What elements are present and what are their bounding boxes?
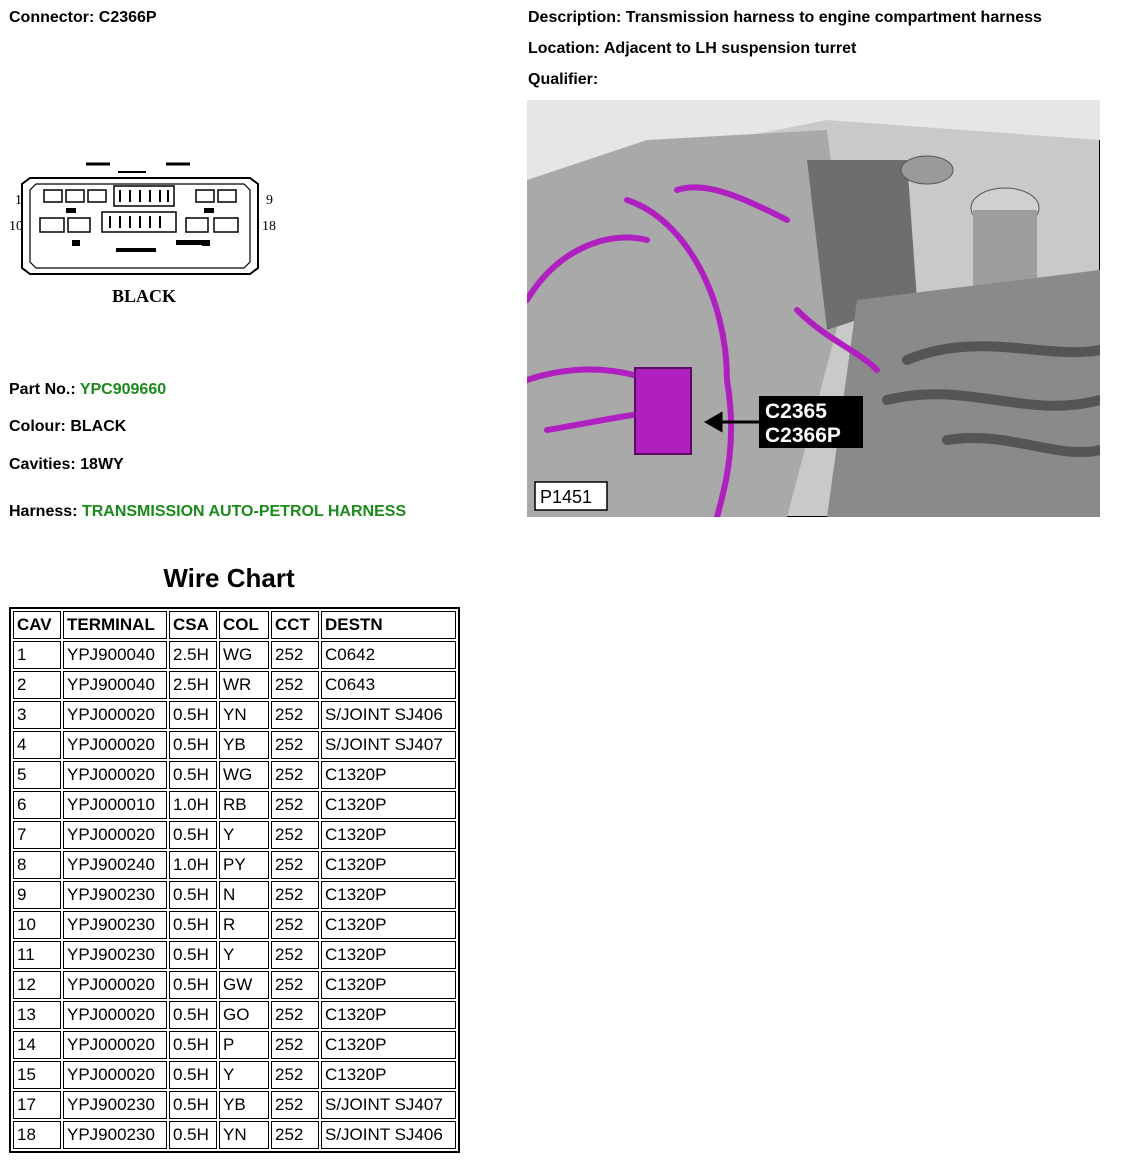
cell-col: N xyxy=(219,881,269,909)
cell-terminal: YPJ900230 xyxy=(63,911,167,939)
cell-cct: 252 xyxy=(271,791,319,819)
cell-cct: 252 xyxy=(271,911,319,939)
cell-col: YN xyxy=(219,1121,269,1149)
cell-destn: C1320P xyxy=(321,821,456,849)
cell-terminal: YPJ900230 xyxy=(63,1121,167,1149)
harness-label: Harness: xyxy=(9,503,78,520)
cell-cav: 4 xyxy=(13,731,61,759)
table-row xyxy=(13,761,456,789)
cell-col: P xyxy=(219,1031,269,1059)
cell-destn: C1320P xyxy=(321,971,456,999)
cell-destn: C0643 xyxy=(321,671,456,699)
pin-18-label: 18 xyxy=(262,219,276,234)
connector-field xyxy=(9,9,157,27)
pin-1-label: 1 xyxy=(15,193,22,208)
table-row xyxy=(13,671,456,699)
table-row xyxy=(13,1091,456,1119)
cell-destn: S/JOINT SJ406 xyxy=(321,1121,456,1149)
cell-terminal: YPJ000020 xyxy=(63,731,167,759)
cell-csa: 0.5H xyxy=(169,971,217,999)
cell-csa: 0.5H xyxy=(169,821,217,849)
cell-cav: 1 xyxy=(13,641,61,669)
cell-destn: C1320P xyxy=(321,1061,456,1089)
cell-cav: 2 xyxy=(13,671,61,699)
cell-cct: 252 xyxy=(271,1091,319,1119)
cell-destn: S/JOINT SJ407 xyxy=(321,1091,456,1119)
connector-colour-caption: BLACK xyxy=(112,286,177,306)
wire-chart-table xyxy=(9,607,460,1153)
callout-c2366p: C2366P xyxy=(765,424,841,447)
part-number-label: Part No.: xyxy=(9,381,76,398)
table-row xyxy=(13,941,456,969)
cell-col: R xyxy=(219,911,269,939)
part-number-field xyxy=(9,381,166,399)
cell-cct: 252 xyxy=(271,761,319,789)
cell-col: Y xyxy=(219,821,269,849)
cell-terminal: YPJ900240 xyxy=(63,851,167,879)
table-row xyxy=(13,911,456,939)
table-row xyxy=(13,1031,456,1059)
cell-destn: C1320P xyxy=(321,791,456,819)
cell-cav: 10 xyxy=(13,911,61,939)
figure-id: P1451 xyxy=(540,487,593,507)
cell-csa: 0.5H xyxy=(169,881,217,909)
table-row xyxy=(13,881,456,909)
cell-cav: 12 xyxy=(13,971,61,999)
cell-cav: 9 xyxy=(13,881,61,909)
location-field xyxy=(528,40,856,58)
harness-field xyxy=(9,503,406,521)
cell-destn: C1320P xyxy=(321,851,456,879)
pin-10-label: 10 xyxy=(9,219,23,234)
cell-cav: 15 xyxy=(13,1061,61,1089)
wire-chart-body xyxy=(13,641,456,1149)
header-col: COL xyxy=(219,611,269,639)
cell-destn: C1320P xyxy=(321,881,456,909)
cell-terminal: YPJ000020 xyxy=(63,1061,167,1089)
cell-csa: 0.5H xyxy=(169,911,217,939)
cell-destn: S/JOINT SJ406 xyxy=(321,701,456,729)
cell-cct: 252 xyxy=(271,881,319,909)
cell-cav: 14 xyxy=(13,1031,61,1059)
header-terminal: TERMINAL xyxy=(63,611,167,639)
cell-cav: 3 xyxy=(13,701,61,729)
callout-c2365: C2365 xyxy=(765,400,827,423)
cell-csa: 0.5H xyxy=(169,731,217,759)
cell-terminal: YPJ000020 xyxy=(63,821,167,849)
table-row xyxy=(13,731,456,759)
location-photo xyxy=(527,100,1100,517)
cell-destn: C1320P xyxy=(321,761,456,789)
location-label: Location: xyxy=(528,40,600,57)
cell-col: GW xyxy=(219,971,269,999)
part-number-value[interactable]: YPC909660 xyxy=(79,381,167,398)
table-row xyxy=(13,641,456,669)
cell-destn: C1320P xyxy=(321,1001,456,1029)
cell-cav: 7 xyxy=(13,821,61,849)
connector-value: C2366P xyxy=(98,9,157,26)
cell-csa: 0.5H xyxy=(169,1001,217,1029)
cell-destn: S/JOINT SJ407 xyxy=(321,731,456,759)
cell-csa: 0.5H xyxy=(169,761,217,789)
header-cct: CCT xyxy=(271,611,319,639)
location-value: Adjacent to LH suspension turret xyxy=(603,40,857,57)
cell-csa: 2.5H xyxy=(169,671,217,699)
pin-9-label: 9 xyxy=(266,193,273,208)
cell-cav: 6 xyxy=(13,791,61,819)
cell-terminal: YPJ000010 xyxy=(63,791,167,819)
cell-cct: 252 xyxy=(271,671,319,699)
cell-col: WG xyxy=(219,761,269,789)
cell-terminal: YPJ900040 xyxy=(63,641,167,669)
cell-cct: 252 xyxy=(271,1121,319,1149)
cell-csa: 0.5H xyxy=(169,941,217,969)
cavities-field xyxy=(9,456,124,474)
harness-value[interactable]: TRANSMISSION AUTO-PETROL HARNESS xyxy=(81,503,407,520)
cell-terminal: YPJ000020 xyxy=(63,971,167,999)
cell-cav: 8 xyxy=(13,851,61,879)
cell-col: Y xyxy=(219,941,269,969)
cavities-value: 18WY xyxy=(80,456,124,473)
cell-col: PY xyxy=(219,851,269,879)
cell-terminal: YPJ900230 xyxy=(63,941,167,969)
cavities-label: Cavities: xyxy=(9,456,76,473)
table-row xyxy=(13,1001,456,1029)
connector-label: Connector: xyxy=(9,9,95,26)
cell-cct: 252 xyxy=(271,821,319,849)
cell-cct: 252 xyxy=(271,1001,319,1029)
colour-field xyxy=(9,418,126,436)
table-row xyxy=(13,701,456,729)
qualifier-label: Qualifier: xyxy=(528,71,599,88)
colour-value: BLACK xyxy=(70,418,127,435)
cell-cct: 252 xyxy=(271,1061,319,1089)
cell-cct: 252 xyxy=(271,1031,319,1059)
table-row xyxy=(13,791,456,819)
cell-cct: 252 xyxy=(271,851,319,879)
cell-terminal: YPJ900040 xyxy=(63,671,167,699)
cell-terminal: YPJ900230 xyxy=(63,1091,167,1119)
cell-destn: C0642 xyxy=(321,641,456,669)
table-row xyxy=(13,971,456,999)
cell-cav: 18 xyxy=(13,1121,61,1149)
cell-col: WR xyxy=(219,671,269,699)
table-row xyxy=(13,821,456,849)
cell-destn: C1320P xyxy=(321,911,456,939)
cell-cav: 17 xyxy=(13,1091,61,1119)
table-header-row xyxy=(13,611,456,639)
description-value: Transmission harness to engine compartment harness xyxy=(625,9,1042,26)
cell-cct: 252 xyxy=(271,641,319,669)
cell-col: GO xyxy=(219,1001,269,1029)
table-row xyxy=(13,851,456,879)
cell-csa: 0.5H xyxy=(169,1061,217,1089)
cell-csa: 0.5H xyxy=(169,1091,217,1119)
cell-csa: 0.5H xyxy=(169,1031,217,1059)
cell-csa: 0.5H xyxy=(169,701,217,729)
cell-terminal: YPJ000020 xyxy=(63,701,167,729)
cell-terminal: YPJ000020 xyxy=(63,1001,167,1029)
cell-col: WG xyxy=(219,641,269,669)
header-cav: CAV xyxy=(13,611,61,639)
cell-cav: 13 xyxy=(13,1001,61,1029)
cell-terminal: YPJ000020 xyxy=(63,761,167,789)
cell-col: RB xyxy=(219,791,269,819)
cell-csa: 1.0H xyxy=(169,791,217,819)
cell-destn: C1320P xyxy=(321,941,456,969)
connector-face-diagram xyxy=(6,150,296,310)
header-destn: DESTN xyxy=(321,611,456,639)
cell-cav: 11 xyxy=(13,941,61,969)
cell-cct: 252 xyxy=(271,941,319,969)
cell-cct: 252 xyxy=(271,971,319,999)
cell-col: YB xyxy=(219,731,269,759)
cell-csa: 2.5H xyxy=(169,641,217,669)
cell-col: YN xyxy=(219,701,269,729)
table-row xyxy=(13,1061,456,1089)
description-label: Description: xyxy=(528,9,622,26)
cell-terminal: YPJ900230 xyxy=(63,881,167,909)
cell-cct: 252 xyxy=(271,701,319,729)
cell-terminal: YPJ000020 xyxy=(63,1031,167,1059)
colour-label: Colour: xyxy=(9,418,66,435)
qualifier-field xyxy=(528,71,598,89)
description-field xyxy=(528,9,1042,27)
header-csa: CSA xyxy=(169,611,217,639)
cell-cav: 5 xyxy=(13,761,61,789)
cell-destn: C1320P xyxy=(321,1031,456,1059)
table-row xyxy=(13,1121,456,1149)
cell-cct: 252 xyxy=(271,731,319,759)
wire-chart-title: Wire Chart xyxy=(163,563,295,593)
cell-csa: 1.0H xyxy=(169,851,217,879)
cell-col: Y xyxy=(219,1061,269,1089)
cell-csa: 0.5H xyxy=(169,1121,217,1149)
cell-col: YB xyxy=(219,1091,269,1119)
